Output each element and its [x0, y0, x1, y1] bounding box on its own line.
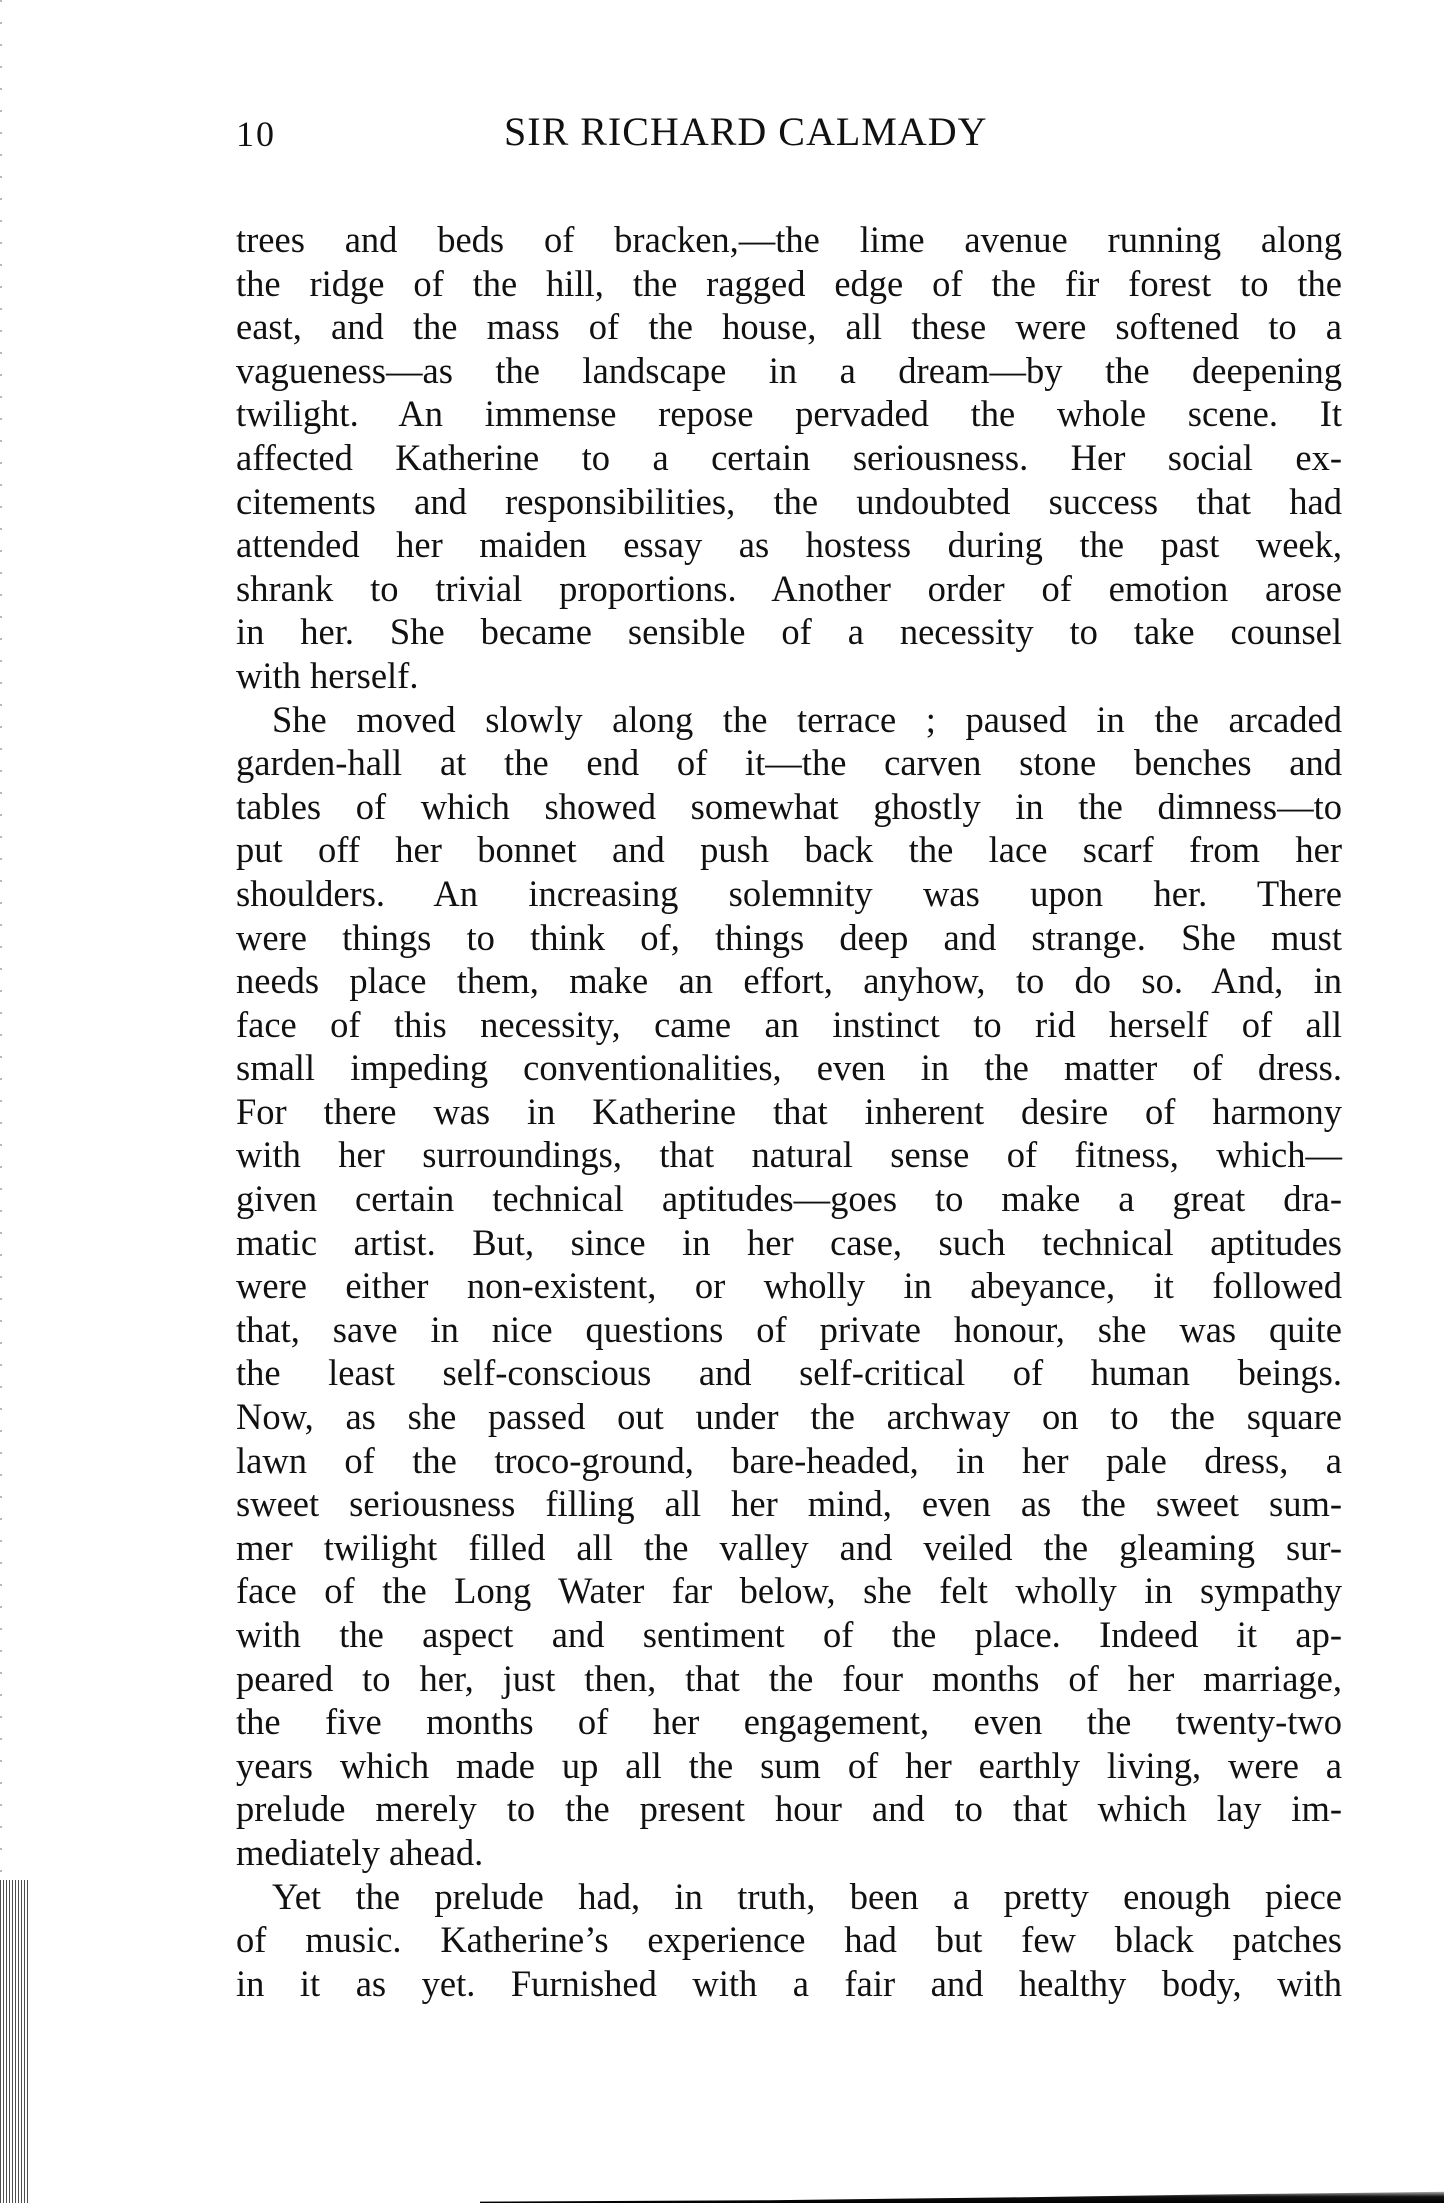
paragraph	[236, 218, 1342, 698]
text-line: citements and responsibilities, the undoubted success that had	[236, 480, 1342, 522]
text-line: peared to her, just then, that the four months of her marriage,	[236, 1657, 1342, 1699]
running-head	[236, 108, 1342, 156]
text-line: shoulders. An increasing solemnity was upon her. There	[236, 872, 1342, 914]
text-line: the ridge of the hill, the ragged edge of the fir forest to the	[236, 262, 1342, 304]
text-line: Yet the prelude had, in truth, been a pretty enough piece	[272, 1875, 1342, 1917]
scan-edge-artifact	[0, 0, 2, 1880]
text-line: were things to think of, things deep and strange. She must	[236, 916, 1342, 958]
text-line: of music. Katherine’s experience had but few black patches	[236, 1919, 1342, 1961]
text-line: in her. She became sensible of a necessity to take counsel	[236, 611, 1342, 653]
text-line: prelude merely to the present hour and to that which lay im-	[236, 1788, 1342, 1830]
text-line: the five months of her engagement, even the twenty-two	[236, 1701, 1342, 1743]
text-line: small impeding conventionalities, even in the matter of dress.	[236, 1047, 1342, 1089]
text-line: with the aspect and sentiment of the place. Indeed it ap-	[236, 1614, 1342, 1655]
scan-bottom-edge	[480, 2189, 1444, 2203]
running-title: SIR RICHARD CALMADY	[504, 109, 988, 154]
text-line: matic artist. But, since in her case, such technical aptitudes	[236, 1221, 1342, 1263]
text-line: were either non-existent, or wholly in abeyance, it followed	[236, 1265, 1342, 1307]
text-line: in it as yet. Furnished with a fair and healthy body, with	[236, 1962, 1342, 2004]
paragraph	[236, 1875, 1342, 2006]
text-line: Now, as she passed out under the archway on to the square	[236, 1396, 1342, 1438]
body-text	[236, 218, 1342, 2005]
text-line: put off her bonnet and push back the lace scarf from her	[236, 829, 1342, 871]
text-line: attended her maiden essay as hostess during the past week,	[236, 524, 1342, 566]
text-line: She moved slowly along the terrace ; paused in the arcaded	[272, 698, 1342, 740]
paragraph	[236, 698, 1342, 1875]
text-line: mer twilight filled all the valley and veiled the gleaming sur-	[236, 1526, 1342, 1568]
text-line: sweet seriousness filling all her mind, even as the sweet sum-	[236, 1483, 1342, 1525]
text-line: the least self-conscious and self-critical of human beings.	[236, 1352, 1342, 1394]
text-line: mediately ahead.	[236, 1831, 484, 1873]
text-line: face of the Long Water far below, she felt wholly in sympathy	[236, 1570, 1342, 1612]
text-line: garden-hall at the end of it—the carven stone benches and	[236, 742, 1342, 784]
book-page	[236, 108, 1342, 2005]
text-line: vagueness—as the landscape in a dream—by the deepening	[236, 349, 1342, 391]
text-line: years which made up all the sum of her earthly living, were a	[236, 1744, 1342, 1786]
scan-binding-edge	[0, 1880, 30, 2203]
text-line: given certain technical aptitudes—goes to make a great dra-	[236, 1178, 1342, 1220]
text-line: tables of which showed somewhat ghostly in the dimness—to	[236, 785, 1342, 827]
text-line: shrank to trivial proportions. Another order of emotion arose	[236, 567, 1342, 609]
text-line: affected Katherine to a certain seriousness. Her social ex-	[236, 436, 1342, 478]
text-line: For there was in Katherine that inherent desire of harmony	[236, 1090, 1342, 1132]
text-line: lawn of the troco-ground, bare-headed, in her pale dress, a	[236, 1439, 1342, 1481]
text-line: with her surroundings, that natural sense of fitness, which—	[236, 1134, 1342, 1176]
page-number: 10	[236, 114, 276, 154]
text-line: needs place them, make an effort, anyhow, to do so. And, in	[236, 960, 1342, 1002]
text-line: that, save in nice questions of private honour, she was quite	[236, 1308, 1342, 1350]
text-line: trees and beds of bracken,—the lime avenue running along	[236, 219, 1342, 260]
text-line: east, and the mass of the house, all these were softened to a	[236, 306, 1342, 348]
text-line: face of this necessity, came an instinct to rid herself of all	[236, 1003, 1342, 1045]
text-line: with herself.	[236, 654, 419, 696]
text-line: twilight. An immense repose pervaded the whole scene. It	[236, 393, 1342, 435]
